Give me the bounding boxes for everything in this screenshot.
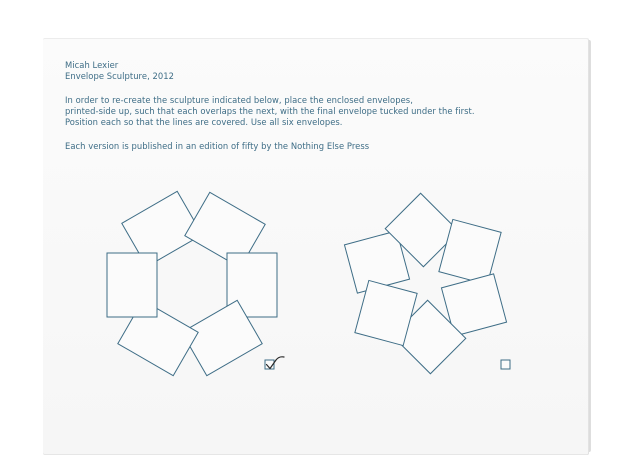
- hexagon-arrangement: [107, 191, 277, 375]
- author-name: Micah Lexier: [65, 60, 119, 70]
- edition-note: Each version is published in an edition of fifty by the Nothing Else Press: [65, 141, 370, 151]
- hexagon-option-checkbox[interactable]: [265, 357, 284, 369]
- star-arrangement: [344, 193, 506, 374]
- instruction-line: printed-side up, such that each overlaps the next, with the final envelope tucked under the first.: [65, 106, 475, 117]
- star-option-checkbox[interactable]: [501, 360, 510, 369]
- envelope-outline: [107, 253, 157, 317]
- work-title: Envelope Sculpture, 2012: [65, 71, 175, 82]
- instruction-line: In order to re-create the sculpture indicated below, place the enclosed envelopes,: [65, 95, 413, 105]
- checkbox-box[interactable]: [501, 360, 510, 369]
- instruction-line: Position each so that the lines are covered. Use all six envelopes.: [65, 117, 343, 128]
